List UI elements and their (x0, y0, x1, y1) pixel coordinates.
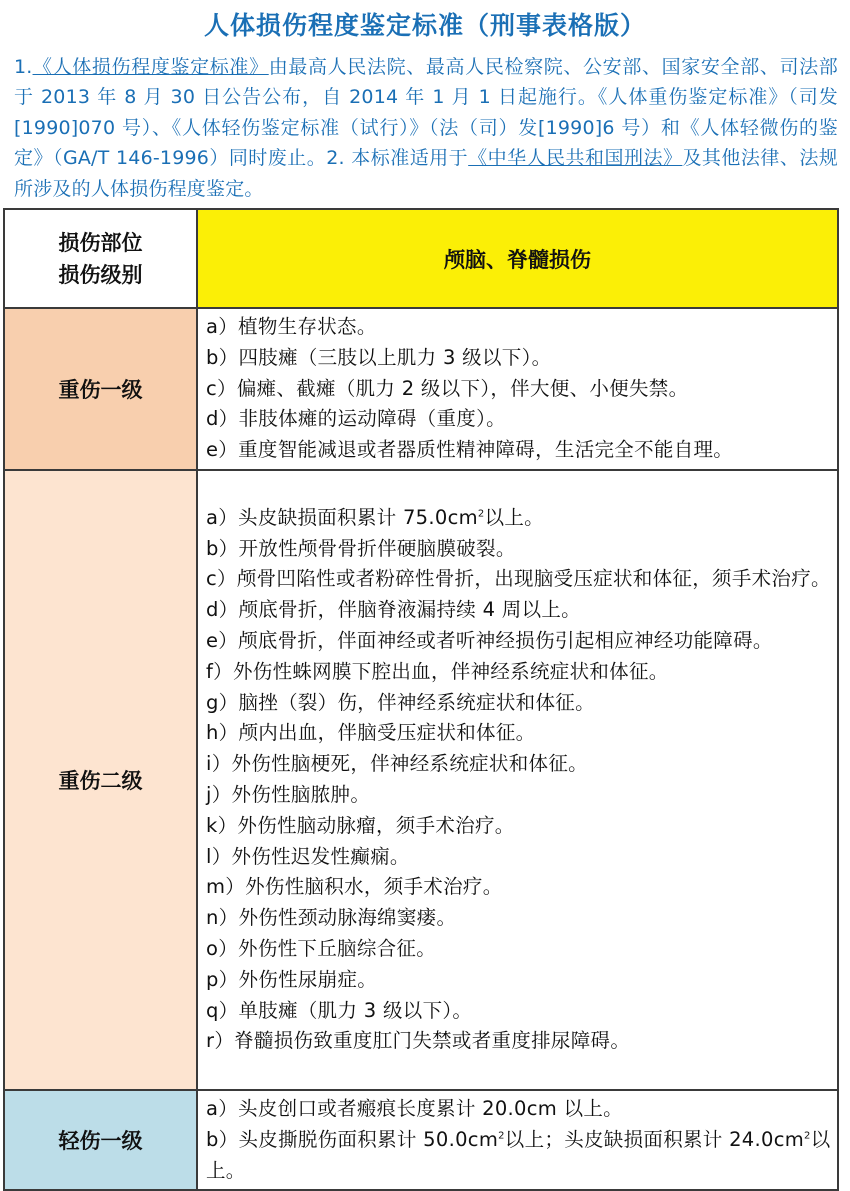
intro-text-2: 由最高人民法院、最高人民检察院、公安部、国家安全部、司法部于 2013 年 8 月 30 日公告公布，自 2014 年 1 月 1 日起施行。《人体重伤鉴定标准》（司发[1990]070 号）、《人体轻伤鉴定标准（试行）》（法（司）发[1990]6 号）和《人体轻微伤的鉴定》（GA/T 146-1996）同时废止。2. 本标准适用于 (14, 56, 838, 170)
list-item: i）外伤性脑梗死，伴神经系统症状和体征。 (206, 752, 588, 776)
header-category-cell: 颅脑、脊髓损伤 (197, 209, 838, 308)
superscript: 2 (498, 1130, 505, 1142)
intro-paragraph (14, 52, 838, 204)
list-item: g）脑挫（裂）伤，伴神经系统症状和体征。 (206, 690, 595, 714)
list-item: l）外伤性迟发性癫痫。 (206, 844, 410, 868)
list-item: r）脊髓损伤致重度肛门失禁或者重度排尿障碍。 (206, 1029, 631, 1053)
items-cell-minor-1 (197, 1090, 838, 1190)
table-header-row (4, 209, 838, 308)
item-text: 以上。 (206, 1127, 831, 1182)
table-row-severe-1 (4, 308, 838, 470)
superscript: 2 (477, 508, 485, 520)
intro-text-1: 1. (14, 56, 33, 78)
list-item: c）偏瘫、截瘫（肌力 2 级以下），伴大便、小便失禁。 (206, 376, 689, 400)
list-item: h）颅内出血，伴脑受压症状和体征。 (206, 721, 536, 745)
table-row-minor-1 (4, 1090, 838, 1190)
items-cell-severe-2 (197, 470, 838, 1090)
standard-link[interactable]: 《人体损伤程度鉴定标准》 (32, 56, 269, 78)
list-item: b）开放性颅骨骨折伴硬脑膜破裂。 (206, 536, 516, 560)
list-item: c）颅骨凹陷性或者粉碎性骨折，出现脑受压症状和体征，须手术治疗。 (206, 567, 831, 591)
list-item: k）外伤性脑动脉瘤，须手术治疗。 (206, 813, 515, 837)
header-injury-site: 损伤部位 (58, 230, 143, 255)
level-cell-severe-2: 重伤二级 (4, 470, 197, 1090)
header-left-cell (4, 209, 197, 308)
list-item: o）外伤性下丘脑综合征。 (206, 936, 437, 960)
criminal-law-link[interactable]: 《中华人民共和国刑法》 (468, 147, 683, 170)
list-item: j）外伤性脑脓肿。 (206, 782, 371, 806)
list-item: b）四肢瘫（三肢以上肌力 3 级以下）。 (206, 345, 552, 369)
list-item: e）颅底骨折，伴面神经或者听神经损伤引起相应神经功能障碍。 (206, 629, 773, 652)
list-item: p）外伤性尿崩症。 (206, 967, 378, 991)
list-item: q）单肢瘫（肌力 3 级以下）。 (206, 998, 473, 1022)
item-text: b）头皮撕脱伤面积累计 50.0cm (206, 1127, 499, 1151)
header-injury-level: 损伤级别 (58, 262, 143, 287)
list-item: n）外伤性颈动脉海绵窦瘘。 (206, 906, 457, 930)
list-item: e）重度智能减退或者器质性精神障碍，生活完全不能自理。 (206, 438, 734, 462)
superscript: 2 (804, 1130, 811, 1142)
table-row-severe-2 (4, 470, 838, 1090)
item-text: 以上；头皮缺损面积累计 24.0cm (504, 1127, 805, 1151)
page-title: 人体损伤程度鉴定标准（刑事表格版） (203, 11, 646, 40)
list-item: d）非肢体瘫的运动障碍（重度）。 (206, 407, 506, 431)
list-item: m）外伤性脑积水，须手术治疗。 (206, 875, 503, 899)
injury-table (3, 208, 839, 1191)
list-item: f）外伤性蛛网膜下腔出血，伴神经系统症状和体征。 (206, 659, 669, 683)
list-item: a）植物生存状态。 (206, 315, 377, 338)
list-item: a）头皮创口或者瘢痕长度累计 20.0cm 以上。 (206, 1096, 623, 1120)
level-cell-minor-1: 轻伤一级 (4, 1090, 197, 1190)
item-text: a）头皮缺损面积累计 75.0cm (206, 505, 478, 529)
items-cell-severe-1 (197, 308, 838, 470)
intro-text-3: 及其他法律、法规所涉及的人体损伤程度鉴定。 (14, 147, 838, 200)
list-item (206, 503, 831, 534)
list-item (206, 1125, 831, 1187)
item-text: 以上。 (484, 505, 544, 529)
level-cell-severe-1: 重伤一级 (4, 308, 197, 470)
list-item: d）颅底骨折，伴脑脊液漏持续 4 周以上。 (206, 598, 581, 622)
